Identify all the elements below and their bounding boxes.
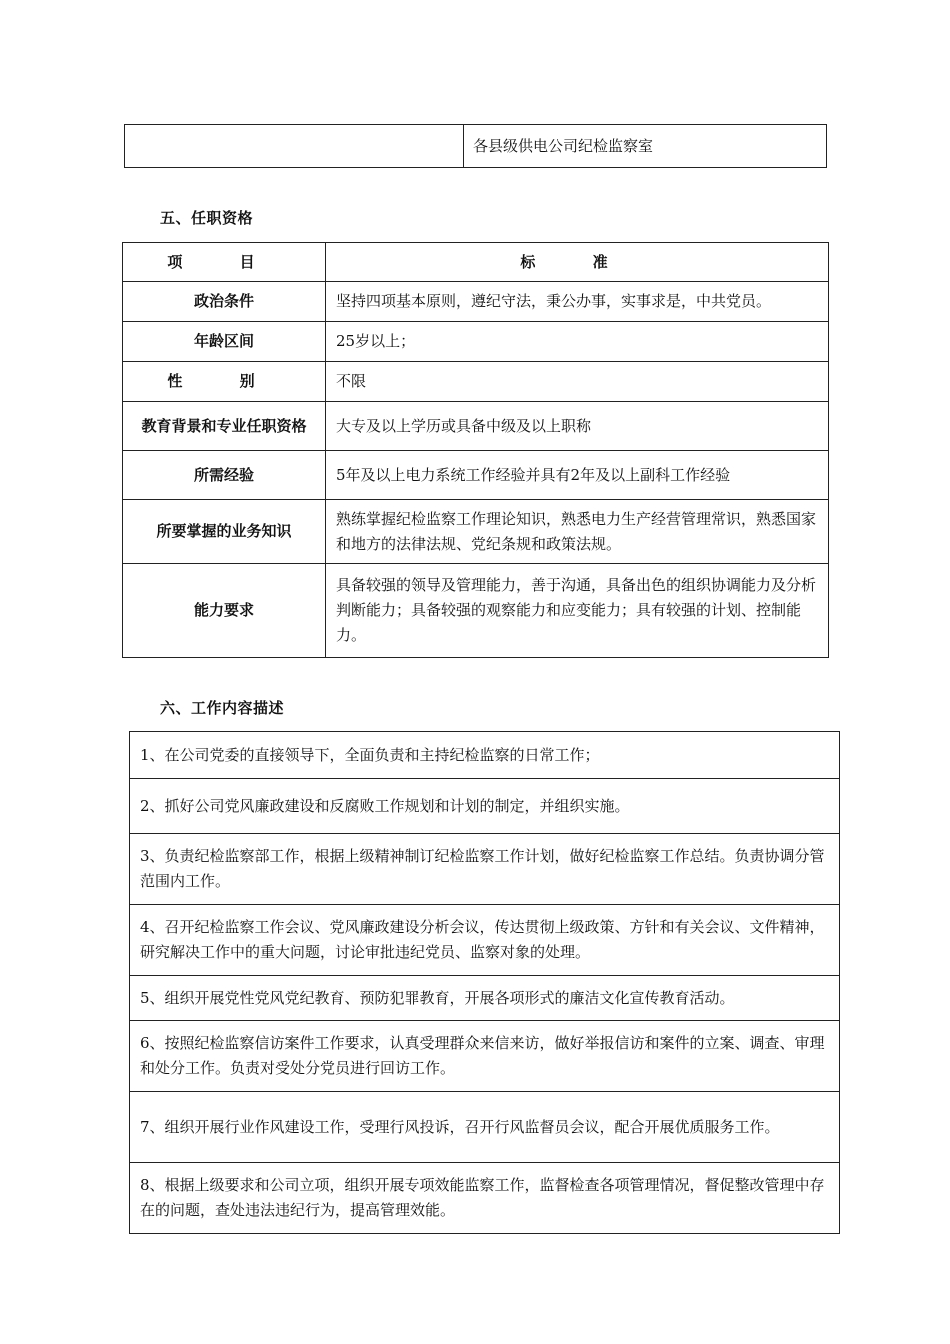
row-label: 政治条件	[123, 282, 326, 322]
row-label: 所要掌握的业务知识	[123, 500, 326, 564]
top-table-cell-left	[125, 125, 464, 168]
table-row	[123, 564, 829, 658]
row-value: 大专及以上学历或具备中级及以上职称	[326, 402, 829, 451]
duty-item: 2、抓好公司党风廉政建设和反腐败工作规划和计划的制定，并组织实施。	[130, 779, 840, 834]
qualification-table	[122, 242, 829, 658]
row-label: 能力要求	[123, 564, 326, 658]
table-row	[123, 402, 829, 451]
table-row	[130, 779, 840, 834]
duty-item: 3、负责纪检监察部工作，根据上级精神制订纪检监察工作计划，做好纪检监察工作总结。负责协调分管范围内工作。	[130, 834, 840, 905]
duty-item: 8、根据上级要求和公司立项，组织开展专项效能监察工作，监督检查各项管理情况，督促整改管理中存在的问题，查处违法违纪行为，提高管理效能。	[130, 1163, 840, 1234]
table-row	[130, 732, 840, 779]
table-row	[123, 500, 829, 564]
table-header-row	[123, 243, 829, 282]
table-row	[125, 125, 827, 168]
duty-item: 7、组织开展行业作风建设工作，受理行风投诉，召开行风监督员会议，配合开展优质服务工作。	[130, 1092, 840, 1163]
table-row	[130, 1163, 840, 1234]
row-value: 熟练掌握纪检监察工作理论知识，熟悉电力生产经营管理常识，熟悉国家和地方的法律法规、党纪条规和政策法规。	[326, 500, 829, 564]
header-standard: 标 准	[326, 243, 829, 282]
section5-title: 五、任职资格	[160, 209, 254, 227]
row-label: 教育背景和专业任职资格	[123, 402, 326, 451]
table-row	[130, 905, 840, 976]
row-value: 坚持四项基本原则，遵纪守法，秉公办事，实事求是，中共党员。	[326, 282, 829, 322]
duty-item: 5、组织开展党性党风党纪教育、预防犯罪教育，开展各项形式的廉洁文化宣传教育活动。	[130, 976, 840, 1021]
table-row	[130, 1092, 840, 1163]
row-value: 25岁以上；	[326, 322, 829, 362]
top-table	[124, 124, 827, 168]
table-row	[123, 322, 829, 362]
row-value: 具备较强的领导及管理能力，善于沟通，具备出色的组织协调能力及分析判断能力；具备较强的观察能力和应变能力；具有较强的计划、控制能力。	[326, 564, 829, 658]
row-label: 所需经验	[123, 451, 326, 500]
duty-item: 4、召开纪检监察工作会议、党风廉政建设分析会议，传达贯彻上级政策、方针和有关会议、文件精神，研究解决工作中的重大问题，讨论审批违纪党员、监察对象的处理。	[130, 905, 840, 976]
table-row	[130, 1021, 840, 1092]
duty-item: 1、在公司党委的直接领导下，全面负责和主持纪检监察的日常工作；	[130, 732, 840, 779]
row-value: 5年及以上电力系统工作经验并具有2年及以上副科工作经验	[326, 451, 829, 500]
top-table-cell-right: 各县级供电公司纪检监察室	[464, 125, 827, 168]
duty-item: 6、按照纪检监察信访案件工作要求，认真受理群众来信来访，做好举报信访和案件的立案、调查、审理和处分工作。负责对受处分党员进行回访工作。	[130, 1021, 840, 1092]
duty-table	[129, 731, 840, 1234]
row-value: 不限	[326, 362, 829, 402]
table-row	[123, 282, 829, 322]
table-row	[130, 976, 840, 1021]
table-row	[130, 834, 840, 905]
row-label: 性 别	[123, 362, 326, 402]
table-row	[123, 451, 829, 500]
table-row	[123, 362, 829, 402]
header-item: 项 目	[123, 243, 326, 282]
row-label: 年龄区间	[123, 322, 326, 362]
section6-title: 六、工作内容描述	[160, 699, 285, 717]
